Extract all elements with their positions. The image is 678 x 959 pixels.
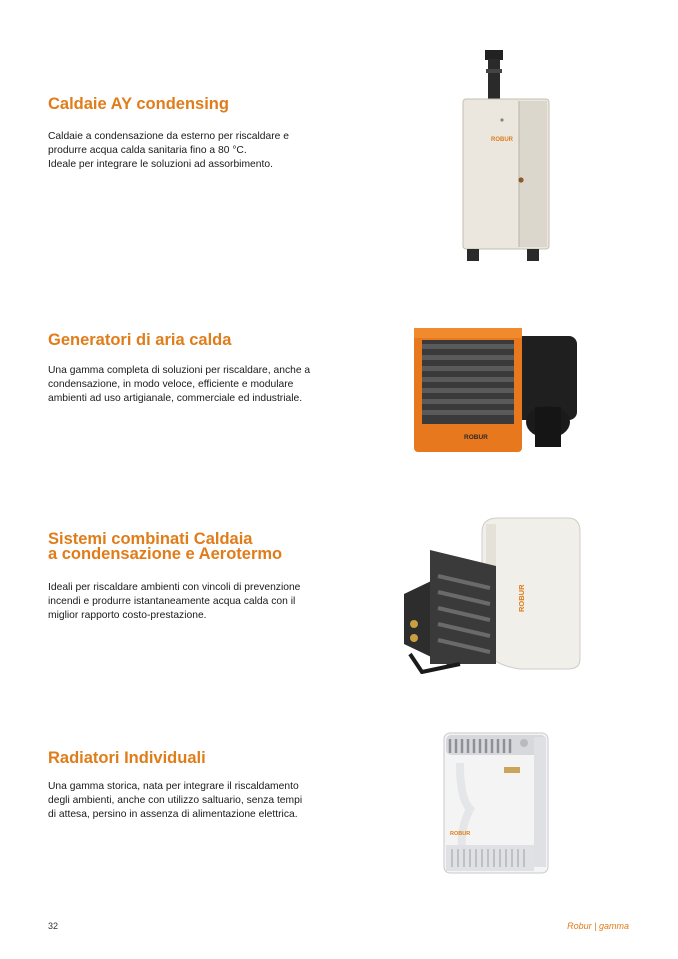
product-image-radiator xyxy=(440,729,552,877)
section-title-line: Sistemi combinati Caldaia xyxy=(48,530,253,548)
section-air-heaters xyxy=(48,331,353,406)
section-title-line: a condensazione e Aerotermo xyxy=(48,545,283,563)
description-line: degli ambienti, anche con utilizzo saltuario, senza tempi xyxy=(48,794,303,806)
product-image-ay-boiler xyxy=(455,45,555,265)
description-line: miglior rapporto costo-prestazione. xyxy=(48,609,207,621)
description-line: Ideali per riscaldare ambienti con vincoli di prevenzione xyxy=(48,582,301,593)
description-line: di attesa, persino in assenza di alimentazione elettrica. xyxy=(48,808,298,820)
robur-logo-text: ROBUR xyxy=(450,831,471,837)
section-title-line: Radiatori Individuali xyxy=(48,749,206,767)
description-line: ambienti ad uso artigianale, commerciale ed industriale. xyxy=(48,392,303,404)
section-description xyxy=(48,130,353,172)
section-title xyxy=(48,532,353,562)
section-title xyxy=(48,749,353,767)
description-line: produrre acqua calda sanitaria fino a 80 °C. xyxy=(48,144,247,156)
section-description xyxy=(48,364,353,406)
description-line: Una gamma storica, nata per integrare il riscaldamento xyxy=(48,781,299,792)
section-title xyxy=(48,95,353,113)
description-line: Ideale per integrare le soluzioni ad assorbimento. xyxy=(48,158,273,170)
section-description xyxy=(48,780,353,822)
page-number: 32 xyxy=(48,921,59,931)
product-image-air-heater xyxy=(410,322,585,457)
section-individual-radiators xyxy=(48,749,353,822)
robur-logo-text: ROBUR xyxy=(491,137,513,143)
section-description xyxy=(48,581,353,623)
footer-brand: Robur | gamma xyxy=(567,921,629,931)
section-title-line: Caldaie AY condensing xyxy=(48,95,229,113)
description-line: condensazione, in modo veloce, efficiente e modulare xyxy=(48,378,294,390)
robur-logo-text: ROBUR xyxy=(517,584,526,612)
description-line: incendi e produrre istantaneamente acqua calda con il xyxy=(48,595,296,607)
section-title xyxy=(48,331,353,349)
section-combined-systems xyxy=(48,532,353,623)
product-image-combined-system xyxy=(400,514,585,674)
description-line: Una gamma completa di soluzioni per riscaldare, anche a xyxy=(48,365,311,376)
description-line: Caldaie a condensazione da esterno per riscaldare e xyxy=(48,131,289,142)
robur-logo-text: ROBUR xyxy=(464,434,488,441)
section-ay-condensing xyxy=(48,95,353,172)
section-title-line: Generatori di aria calda xyxy=(48,331,232,349)
